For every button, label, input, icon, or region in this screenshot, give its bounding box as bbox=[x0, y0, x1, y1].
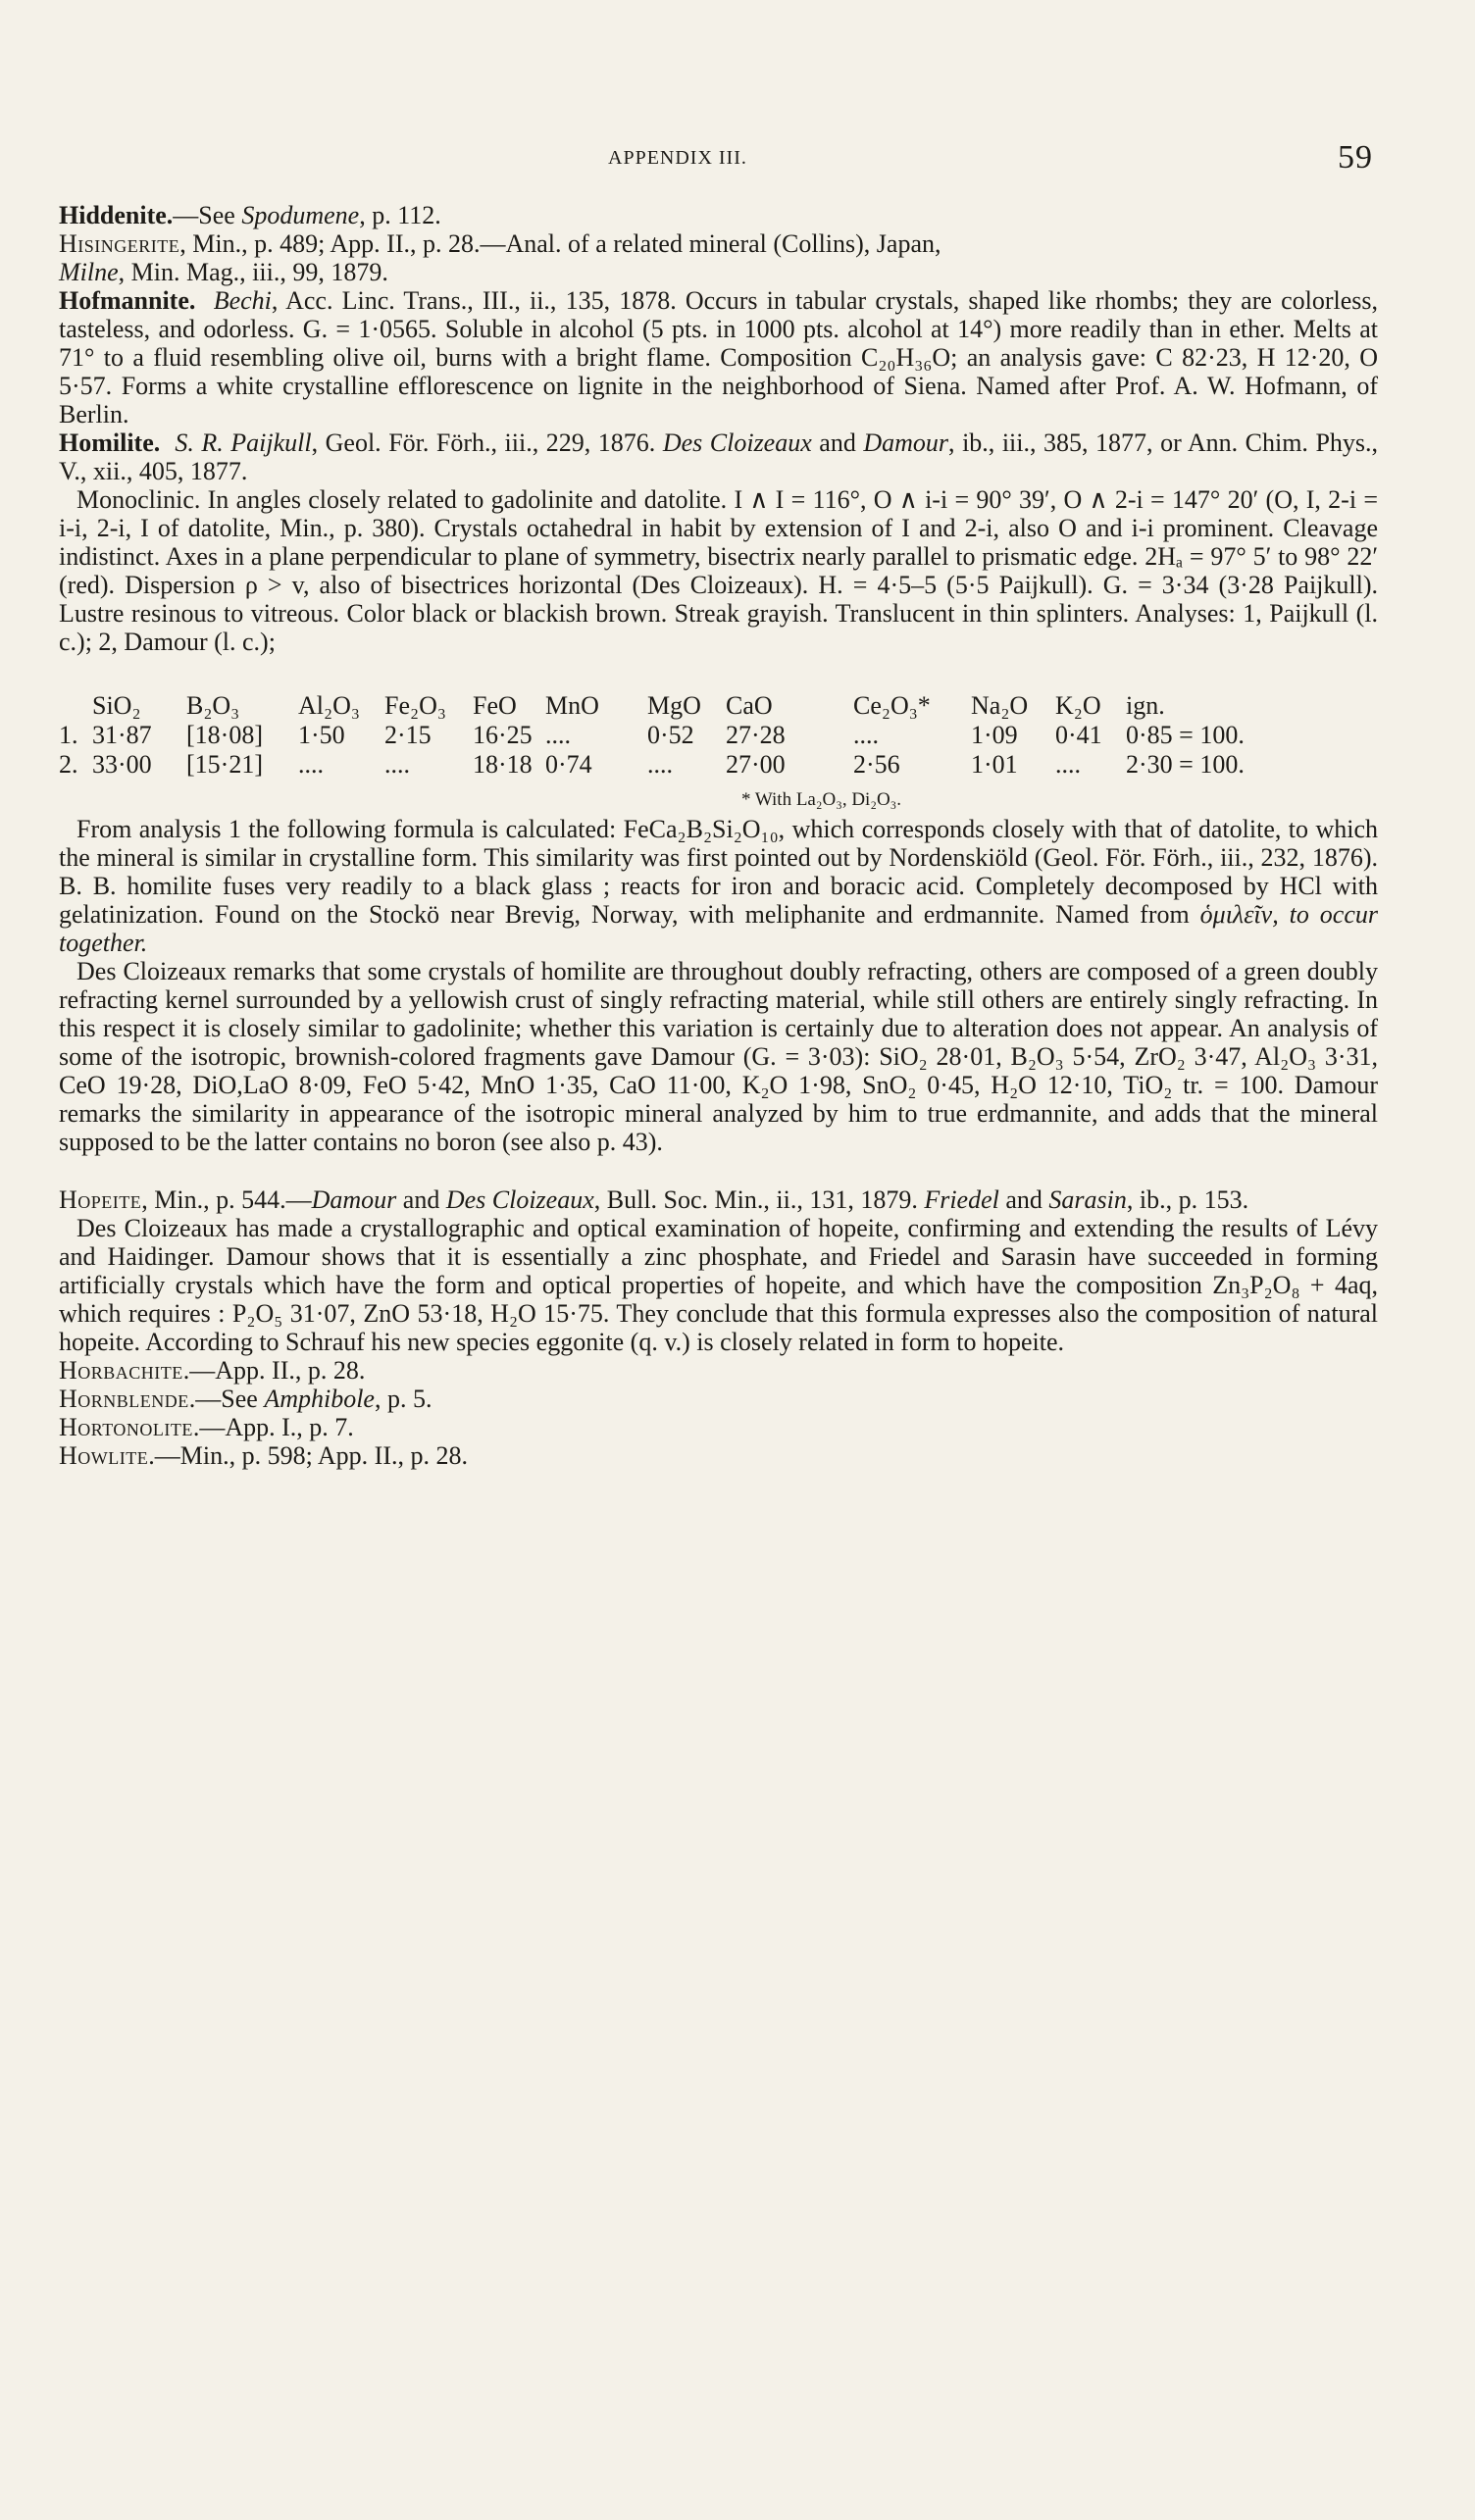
author: Bechi bbox=[213, 286, 272, 315]
author: S. R. Paijkull bbox=[175, 428, 312, 457]
table-footnote: * With La₂O₃, Di₂O₃. bbox=[740, 789, 902, 810]
entry-hopeite: Hopeite, Min., p. 544.—Damour and Des Cloizeaux, Bull. Soc. Min., ii., 131, 1879. Friedel and Sarasin, ib., p. 153. bbox=[59, 1185, 1249, 1214]
homilite-description: Monoclinic. In angles closely related to gadolinite and datolite. I ∧ I = 116°, O ∧ i-i = 90° 39′, O ∧ 2-i = 147° 20′ (O, I, 2-i = i-i, 2-i, I of datolite, Min., p. 380). Crystals octahedral in habit by extension of I and 2-i, also O and i-i prominent. Cleavage indistinct. Axes in a plane perpendicular to plane of symmetry, bisectrix nearly parallel to prismatic edge. 2Hₐ = 97° 5′ to 98° 22′ (red). Dispersion ρ > v, also of bisectrices horizontal (Des Cloizeaux). H. = 4·5–5 (5·5 Paijkull). G. = 3·34 (3·28 Paijkull). Lustre resinous to vitreous. Color black or blackish brown. Streak grayish. Translucent in thin splinters. Analyses: 1, Paijkull (l. c.); 2, Damour (l. c.); bbox=[59, 485, 1378, 656]
entry-hornblende: Hornblende.—See Amphibole, p. 5. bbox=[59, 1385, 432, 1413]
author: Des Cloizeaux bbox=[445, 1185, 594, 1214]
table-row: 2. 33·00 [15·21] .... .... 18·18 0·74 .... 27·00 2·56 1·01 .... 2·30 = 100. bbox=[59, 750, 1245, 779]
entry-term: Hiddenite. bbox=[59, 201, 174, 229]
table-row: 1. 31·87 [18·08] 1·50 2·15 16·25 .... 0·52 27·28 .... 1·09 0·41 0·85 = 100. bbox=[59, 721, 1245, 749]
entry-term: Hopeite bbox=[59, 1185, 142, 1214]
entry-term: Hofmannite. bbox=[59, 286, 196, 315]
page-content bbox=[59, 201, 1378, 1470]
entry-hiddenite: Hiddenite.—See Spodumene, p. 112. bbox=[59, 201, 441, 229]
cross-reference: Spodumene bbox=[241, 201, 360, 229]
entry-term: Howlite bbox=[59, 1441, 149, 1470]
page-number: 59 bbox=[1338, 139, 1373, 176]
entry-term: Hortonolite bbox=[59, 1413, 193, 1441]
entry-term: Horbachite bbox=[59, 1356, 183, 1385]
entry-term: Hornblende bbox=[59, 1385, 189, 1413]
author: Milne bbox=[59, 258, 119, 286]
author: Sarasin bbox=[1048, 1185, 1127, 1214]
hopeite-description: Des Cloizeaux has made a crystallographic and optical examination of hopeite, confirming and extending the results of Lévy and Haidinger. Damour shows that it is essentially a zinc phosphate, and Friedel and Sarasin have succeeded in forming artificially crystals which have the form and optical properties of hopeite, and which have the composition Zn₃P₂O₈ + 4aq, which requires : P₂O₅ 31·07, ZnO 53·18, H₂O 15·75. They conclude that this formula expresses also the composition of natural hopeite. According to Schrauf his new species eggonite (q. v.) is closely related in form to hopeite. bbox=[59, 1214, 1378, 1356]
greek-etymology: ὁμιλεῖν, to occur together. bbox=[59, 900, 1378, 957]
page-header bbox=[608, 139, 1373, 184]
table-header-row: SiO₂ B₂O₃ Al₂O₃ Fe₂O₃ FeO MnO MgO CaO Ce₂O₃* Na₂O K₂O ign. bbox=[92, 691, 1165, 720]
running-title: APPENDIX III. bbox=[608, 147, 747, 169]
author: Des Cloizeaux bbox=[662, 428, 812, 457]
homilite-formula-paragraph: From analysis 1 the following formula is calculated: FeCa₂B₂Si₂O₁₀, which corresponds closely with that of datolite, to which the mineral is similar in crystalline form. This similarity was first pointed out by Nordenskiöld (Geol. För. Förh., iii., 232, 1876). B. B. homilite fuses very readily to a black glass ; reacts for iron and boracic acid. Completely decomposed by HCl with gelatinization. Found on the Stockö near Brevig, Norway, with meliphanite and erdmannite. Named from ὁμιλεῖν, to occur together. bbox=[59, 815, 1378, 957]
entry-hofmannite: Hofmannite. Bechi, Acc. Linc. Trans., III., ii., 135, 1878. Occurs in tabular crystals, shaped like rhombs; they are colorless, tasteless, and odorless. G. = 1·0565. Soluble in alcohol (5 pts. in 1000 pts. alcohol at 14°) more readily than in ether. Melts at 71° to a fluid resembling olive oil, burns with a bright flame. Composition C₂₀H₃₆O; an analysis gave: C 82·23, H 12·20, O 5·57. Forms a white crystalline efflorescence on lignite in the neighborhood of Siena. Named after Prof. A. W. Hofmann, of Berlin. bbox=[59, 286, 1378, 428]
homilite-optical-paragraph: Des Cloizeaux remarks that some crystals of homilite are throughout doubly refracting, others are composed of a green doubly refracting kernel surrounded by a yellowish crust of singly refracting material, while still others are entirely singly refracting. In this respect it is closely similar to gadolinite; whether this variation is certainly due to alteration does not appear. An analysis of some of the isotropic, brownish-colored fragments gave Damour (G. = 3·03): SiO₂ 28·01, B₂O₃ 5·54, ZrO₂ 3·47, Al₂O₃ 3·31, CeO 19·28, DiO,LaO 8·09, FeO 5·42, MnO 1·35, CaO 11·00, K₂O 1·98, SnO₂ 0·45, H₂O 12·10, TiO₂ tr. = 100. Damour remarks the similarity in appearance of the isotropic mineral analyzed by him to true erdmannite, and adds that the mineral supposed to be the latter contains no boron (see also p. 43). bbox=[59, 957, 1378, 1156]
author: Damour bbox=[311, 1185, 397, 1214]
analysis-table bbox=[59, 691, 1378, 815]
entry-hortonolite: Hortonolite.—App. I., p. 7. bbox=[59, 1413, 354, 1441]
entry-term: Hisingerite bbox=[59, 229, 180, 258]
entry-hisingerite: Hisingerite, Min., p. 489; App. II., p. 28.—Anal. of a related mineral (Collins), Japan, Milne, Min. Mag., iii., 99, 1879. bbox=[59, 229, 941, 286]
cross-reference: Amphibole bbox=[264, 1385, 375, 1413]
entry-howlite: Howlite.—Min., p. 598; App. II., p. 28. bbox=[59, 1441, 468, 1470]
entry-horbachite: Horbachite.—App. II., p. 28. bbox=[59, 1356, 366, 1385]
author: Damour bbox=[863, 428, 949, 457]
entry-homilite: Homilite. S. R. Paijkull, Geol. För. Förh., iii., 229, 1876. Des Cloizeaux and Damour, ib., iii., 385, 1877, or Ann. Chim. Phys., V., xii., 405, 1877. bbox=[59, 428, 1379, 485]
author: Friedel bbox=[924, 1185, 999, 1214]
entry-term: Homilite. bbox=[59, 428, 161, 457]
